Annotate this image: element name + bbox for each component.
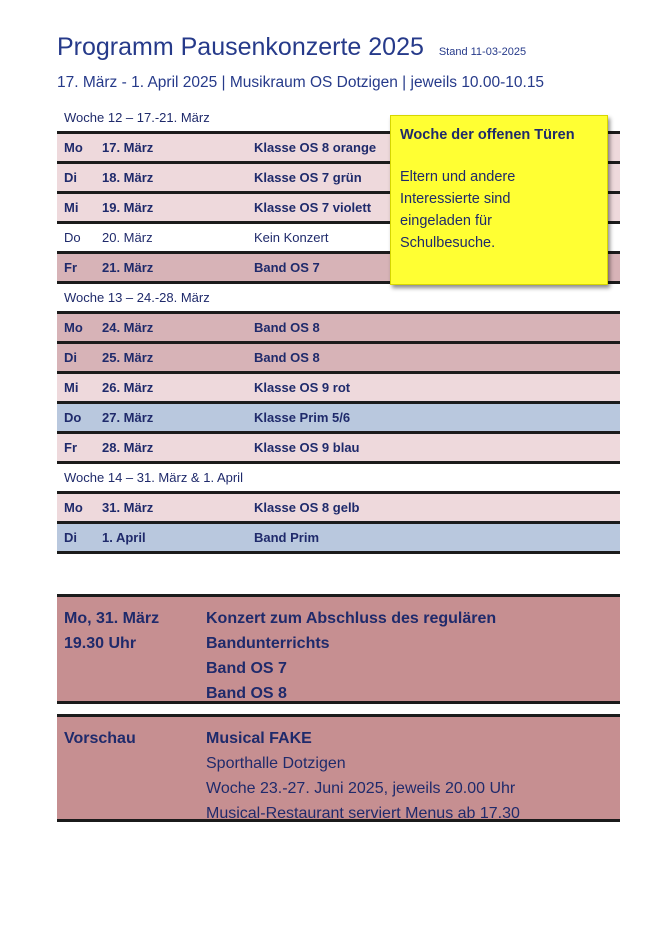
concert-date: Mo, 31. März [64, 610, 160, 627]
schedule-row [57, 494, 620, 524]
cell-date: 27. März [102, 410, 154, 425]
cell-what: Klasse OS 9 rot [254, 380, 351, 395]
cell-what: Klasse OS 9 blau [254, 440, 360, 455]
cell-date: 24. März [102, 320, 154, 335]
cell-what: Band OS 8 [254, 350, 320, 365]
schedule-row [57, 404, 620, 434]
cell-date: 21. März [102, 260, 154, 275]
cell-day: Mo [64, 500, 83, 515]
cell-date: 17. März [102, 140, 154, 155]
sticky-heading: Woche der offenen Türen [400, 127, 575, 143]
cell-what: Klasse OS 8 orange [254, 140, 377, 155]
cell-date: 31. März [102, 500, 154, 515]
sticky-line: eingeladen für [400, 213, 492, 229]
stand-date: Stand 11-03-2025 [438, 46, 527, 58]
cell-day: Mo [64, 140, 83, 155]
cell-day: Di [64, 170, 77, 185]
cell-date: 25. März [102, 350, 154, 365]
cell-date: 26. März [102, 380, 154, 395]
cell-what: Band OS 8 [254, 320, 320, 335]
sticky-line: Eltern und andere [400, 169, 516, 185]
cell-day: Do [64, 230, 81, 245]
cell-what: Klasse OS 8 gelb [254, 500, 360, 515]
schedule-row [57, 524, 620, 554]
preview-label: Vorschau [64, 730, 136, 747]
cell-day: Mi [64, 200, 79, 215]
title-text: Programm Pausenkonzerte 2025 [57, 33, 424, 61]
concert-line: Band OS 8 [206, 685, 287, 702]
week-header: Woche 13 – 24.-28. März [57, 284, 620, 314]
page-title [57, 33, 526, 62]
cell-day: Fr [64, 260, 77, 275]
cell-what: Band Prim [254, 530, 320, 545]
preview-line: Sporthalle Dotzigen [206, 755, 346, 772]
concert-block [57, 594, 620, 704]
preview-title: Musical FAKE [206, 730, 312, 747]
concert-line: Bandunterrichts [206, 635, 330, 652]
cell-what: Band OS 7 [254, 260, 320, 275]
preview-details [206, 726, 520, 826]
sticky-note [390, 115, 608, 285]
cell-what: Kein Konzert [254, 230, 329, 245]
schedule-row [57, 314, 620, 344]
cell-day: Mi [64, 380, 79, 395]
cell-day: Mo [64, 320, 83, 335]
concert-when [64, 606, 159, 656]
cell-day: Di [64, 350, 77, 365]
concert-line: Konzert zum Abschluss des regulären [206, 610, 497, 627]
cell-what: Klasse OS 7 violett [254, 200, 372, 215]
preview-line: Musical-Restaurant serviert Menus ab 17.30 [206, 805, 520, 822]
concert-time: 19.30 Uhr [64, 635, 137, 652]
cell-date: 20. März [102, 230, 153, 245]
schedule-row [57, 434, 620, 464]
sticky-line: Interessierte sind [400, 191, 511, 207]
cell-day: Fr [64, 440, 77, 455]
week-header: Woche 14 – 31. März & 1. April [57, 464, 620, 494]
schedule-row [57, 374, 620, 404]
schedule-row [57, 344, 620, 374]
cell-what: Klasse Prim 5/6 [254, 410, 351, 425]
sticky-line: Schulbesuche. [400, 235, 496, 251]
cell-date: 1. April [102, 530, 146, 545]
preview-line: Woche 23.-27. Juni 2025, jeweils 20.00 Uhr [206, 780, 516, 797]
cell-day: Do [64, 410, 82, 425]
cell-date: 19. März [102, 200, 154, 215]
cell-day: Di [64, 530, 77, 545]
preview-block [57, 714, 620, 822]
concert-line: Band OS 7 [206, 660, 287, 677]
cell-what: Klasse OS 7 grün [254, 170, 362, 185]
page-subtitle: 17. März - 1. April 2025 | Musikraum OS Dotzigen | jeweils 10.00-10.15 [57, 74, 545, 91]
cell-date: 28. März [102, 440, 154, 455]
concert-details [206, 606, 496, 706]
week-header: Woche 12 – 17.-21. März [57, 104, 620, 134]
cell-date: 18. März [102, 170, 154, 185]
